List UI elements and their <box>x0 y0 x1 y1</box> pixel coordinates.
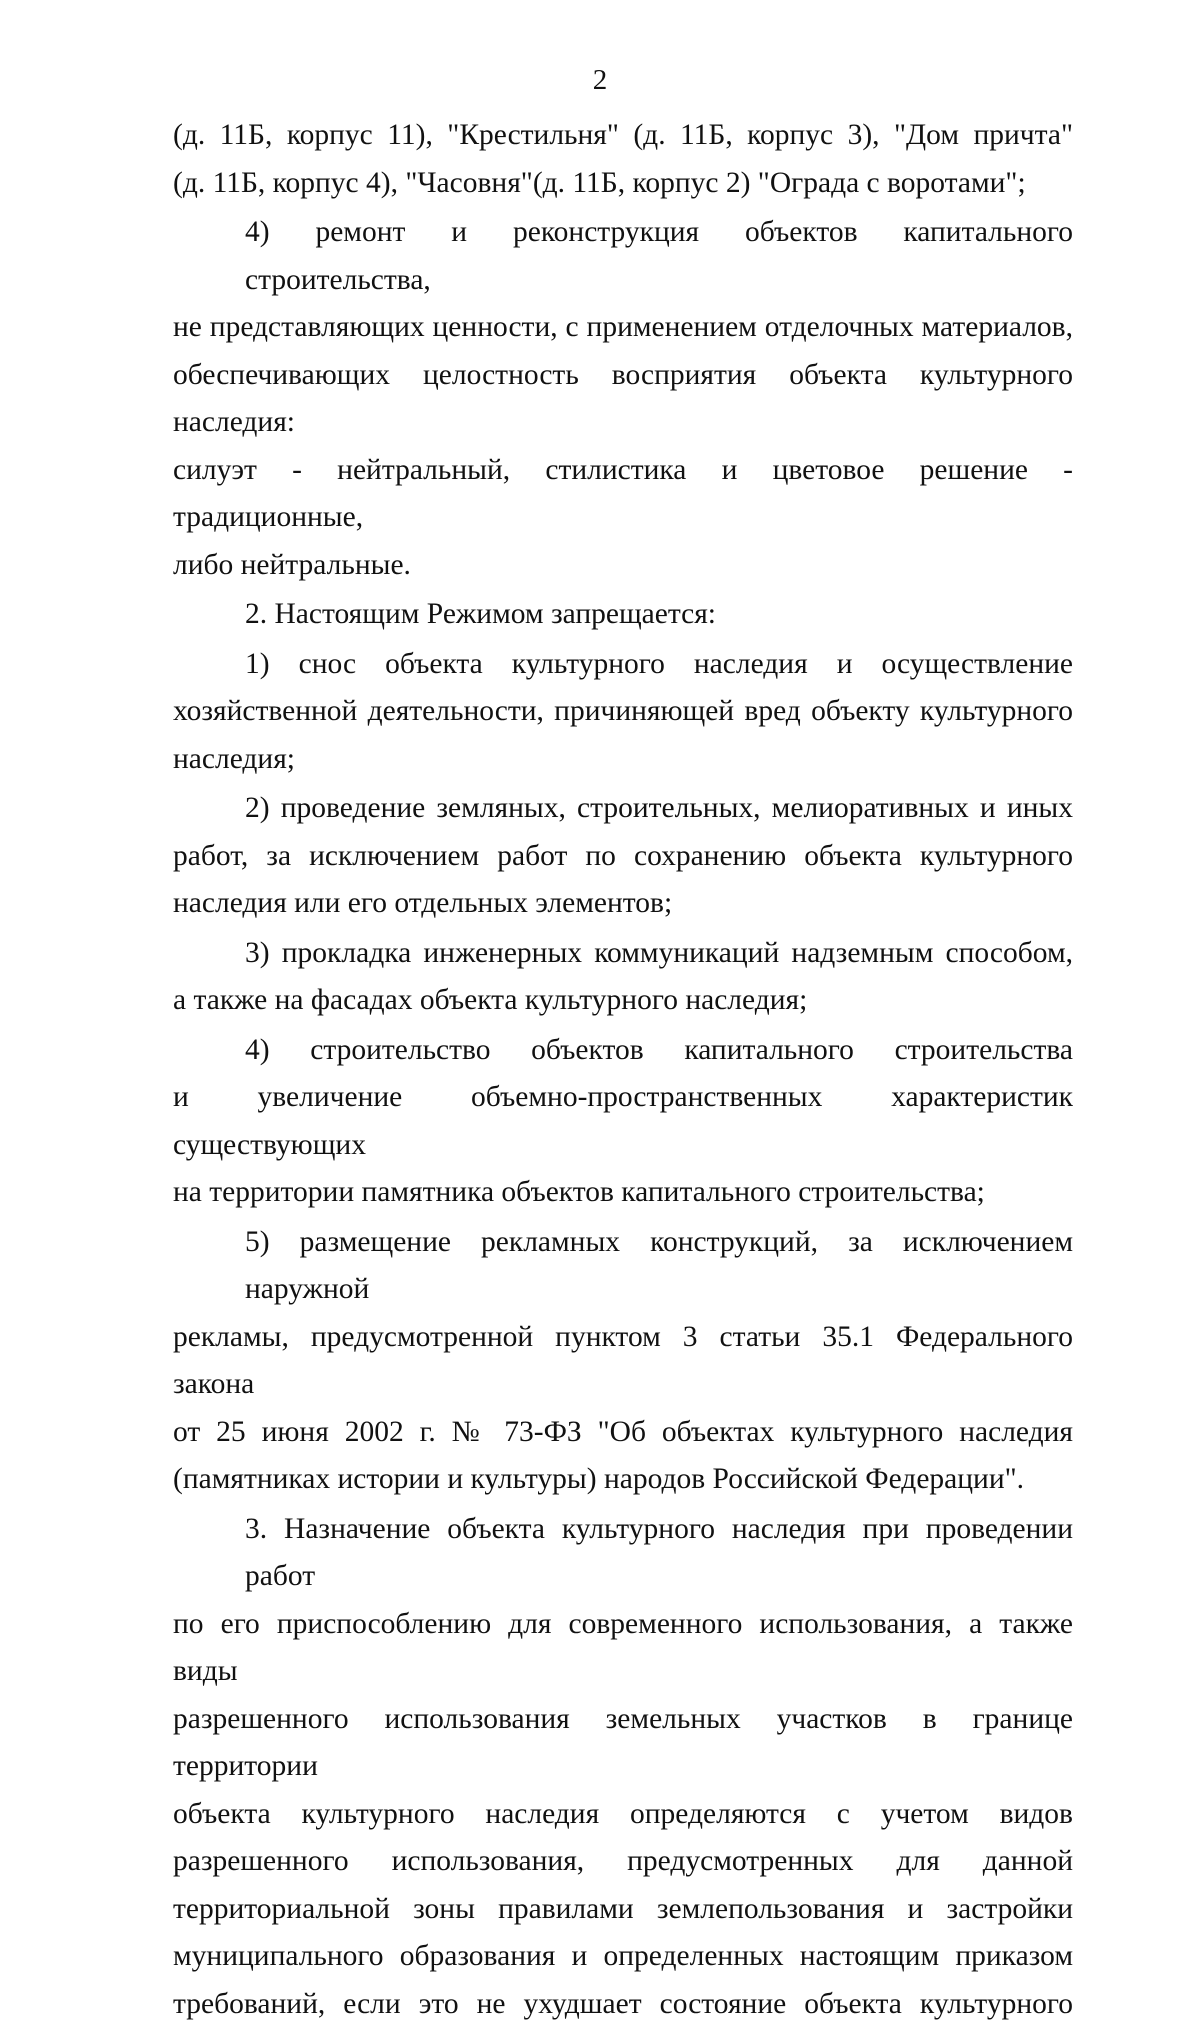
text-line: (д. 11Б, корпус 11), "Крестильня" (д. 11Б, корпус 3), "Дом причта" <box>173 112 1073 160</box>
document-body <box>173 112 1073 2028</box>
paragraph-prohibition-2 <box>173 785 1073 928</box>
text-line: наследия; <box>173 736 1073 784</box>
text-line: по его приспособлению для современного использования, а также виды <box>173 1601 1073 1696</box>
text-line: не представляющих ценности, с применением отделочных материалов, <box>173 304 1073 352</box>
text-line: работ, за исключением работ по сохранению объекта культурного <box>173 833 1073 881</box>
text-line: территориальной зоны правилами землепользования и застройки <box>173 1886 1073 1934</box>
text-line: 5) размещение рекламных конструкций, за исключением наружной <box>173 1219 1073 1314</box>
text-line: силуэт - нейтральный, стилистика и цветовое решение - традиционные, <box>173 447 1073 542</box>
paragraph-prohibition-5 <box>173 1219 1073 1504</box>
text-line: (д. 11Б, корпус 4), "Часовня"(д. 11Б, корпус 2) "Ограда с воротами"; <box>173 160 1073 208</box>
text-line: либо нейтральные. <box>173 542 1073 590</box>
text-line: от 25 июня 2002 г. № 73-ФЗ "Об объектах культурного наследия <box>173 1409 1073 1457</box>
text-line: а также на фасадах объекта культурного наследия; <box>173 977 1073 1025</box>
text-line: 2. Настоящим Режимом запрещается: <box>173 591 1073 639</box>
text-line: разрешенного использования, предусмотренных для данной <box>173 1838 1073 1886</box>
paragraph-item-4-repair <box>173 209 1073 589</box>
text-line: разрешенного использования земельных участков в границе территории <box>173 1696 1073 1791</box>
text-line: на территории памятника объектов капитального строительства; <box>173 1169 1073 1217</box>
text-line: 2) проведение земляных, строительных, мелиоративных и иных <box>173 785 1073 833</box>
paragraph-continuation <box>173 112 1073 207</box>
paragraph-prohibition-3 <box>173 930 1073 1025</box>
paragraph-prohibition-4 <box>173 1027 1073 1217</box>
text-line: 4) ремонт и реконструкция объектов капитального строительства, <box>173 209 1073 304</box>
page-number: 2 <box>0 62 1200 98</box>
text-line: 3) прокладка инженерных коммуникаций надземным способом, <box>173 930 1073 978</box>
text-line: (памятниках истории и культуры) народов Российской Федерации". <box>173 1456 1073 1504</box>
text-line: рекламы, предусмотренной пунктом 3 статьи 35.1 Федерального закона <box>173 1314 1073 1409</box>
text-line: объекта культурного наследия определяются с учетом видов <box>173 1791 1073 1839</box>
paragraph-section-2-heading <box>173 591 1073 639</box>
text-line: 4) строительство объектов капитального строительства <box>173 1027 1073 1075</box>
text-line: требований, если это не ухудшает состояние объекта культурного <box>173 1981 1073 2028</box>
paragraph-prohibition-1 <box>173 641 1073 784</box>
paragraph-section-3 <box>173 1506 1073 2028</box>
text-line: 3. Назначение объекта культурного наследия при проведении работ <box>173 1506 1073 1601</box>
text-line: наследия или его отдельных элементов; <box>173 880 1073 928</box>
text-line: хозяйственной деятельности, причиняющей вред объекту культурного <box>173 688 1073 736</box>
text-line: 1) снос объекта культурного наследия и осуществление <box>173 641 1073 689</box>
text-line: муниципального образования и определенных настоящим приказом <box>173 1933 1073 1981</box>
text-line: и увеличение объемно-пространственных характеристик существующих <box>173 1074 1073 1169</box>
text-line: обеспечивающих целостность восприятия объекта культурного наследия: <box>173 352 1073 447</box>
